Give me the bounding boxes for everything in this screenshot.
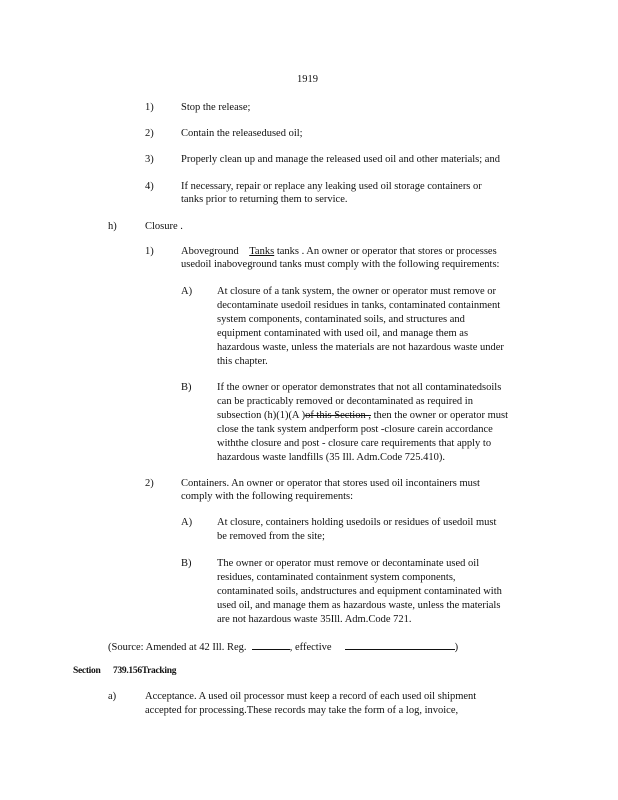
register-page-blank	[252, 638, 290, 650]
paragraph-line: can be practicably removed or decontaminated as required in	[217, 396, 473, 407]
section-label: Section	[73, 666, 101, 676]
item-label: A)	[181, 286, 193, 297]
source-note	[108, 638, 458, 655]
paragraph-line: used oil, and manage them as hazardous waste, unless the materials	[217, 600, 501, 611]
list-number: 2)	[145, 478, 154, 489]
paragraph-line: Containers. An owner or operator that stores used oil incontainers must	[181, 478, 480, 489]
paragraph-line: this chapter.	[217, 356, 268, 367]
paragraph-line: comply with the following requirements:	[181, 491, 354, 502]
text-run: subsection (h)(1)(A )	[217, 410, 306, 421]
text-run: Aboveground	[181, 246, 239, 257]
paragraph-line: accepted for processing.These records may take the form of a log, invoice,	[145, 705, 459, 716]
subsection-title: Closure .	[145, 221, 183, 232]
paragraph-line: contaminated soils, andstructures and equipment contaminated with	[217, 586, 502, 597]
paragraph-line: are not hazardous waste 35Ill. Adm.Code 721.	[217, 614, 412, 625]
list-item-text: Stop the release;	[181, 102, 251, 113]
list-item-text: If necessary, repair or replace any leaking used oil storage containers or	[181, 181, 482, 192]
paragraph-line: system components, contaminated soils, and structures and	[217, 314, 465, 325]
list-number: 3)	[145, 154, 154, 165]
text-run: (Source: Amended at 42 Ill. Reg.	[108, 642, 247, 653]
paragraph-line: hazardous waste landfills (35 Ill. Adm.Code 725.410).	[217, 452, 446, 463]
paragraph-line: The owner or operator must remove or decontaminate used oil	[217, 558, 480, 569]
page-number: 1919	[297, 74, 318, 85]
list-number: 4)	[145, 181, 154, 192]
section-title: 739.156Tracking	[113, 666, 177, 676]
paragraph-line: decontaminate usedoil residues in tanks, contaminated containment	[217, 300, 501, 311]
effective-date-blank	[345, 638, 455, 650]
text-run: , effective	[289, 642, 332, 653]
paragraph-line: Acceptance. A used oil processor must keep a record of each used oil shipment	[145, 691, 477, 702]
paragraph-line: If the owner or operator demonstrates that not all contaminatedsoils	[217, 382, 502, 393]
list-number: 2)	[145, 128, 154, 139]
subsection-label: a)	[108, 691, 117, 702]
subsection-label: h)	[108, 221, 117, 232]
paragraph-line	[217, 409, 508, 423]
item-label: B)	[181, 558, 192, 569]
text-run: )	[454, 642, 459, 653]
text-run: then the owner or operator must	[370, 410, 509, 421]
list-item-text: Contain the releasedused oil;	[181, 128, 303, 139]
text-run: tanks . An owner or operator that stores or processes	[274, 246, 497, 257]
paragraph-line: close the tank system andperform post -closure carein accordance	[217, 424, 493, 435]
item-label: A)	[181, 517, 193, 528]
paragraph-line: hazardous waste, unless the materials are not hazardous waste under	[217, 342, 504, 353]
paragraph-line: equipment contaminated with used oil, and manage them as	[217, 328, 469, 339]
paragraph-line: usedoil inaboveground tanks must comply with the following requirements:	[181, 259, 500, 270]
list-number: 1)	[145, 102, 154, 113]
struck-deletion: of this Section ,	[305, 410, 371, 421]
paragraph-line: At closure of a tank system, the owner or operator must remove or	[217, 286, 497, 297]
underlined-insertion: Tanks	[249, 246, 275, 257]
list-item-text: Properly clean up and manage the released used oil and other materials; and	[181, 154, 500, 165]
paragraph-line: be removed from the site;	[217, 531, 325, 542]
list-item-text: tanks prior to returning them to service.	[181, 194, 348, 205]
paragraph-line: residues, contaminated containment system components,	[217, 572, 456, 583]
list-number: 1)	[145, 246, 154, 257]
paragraph-line	[181, 245, 497, 259]
item-label: B)	[181, 382, 192, 393]
paragraph-line: At closure, containers holding usedoils or residues of usedoil must	[217, 517, 497, 528]
paragraph-line: withthe closure and post - closure care requirements that apply to	[217, 438, 492, 449]
